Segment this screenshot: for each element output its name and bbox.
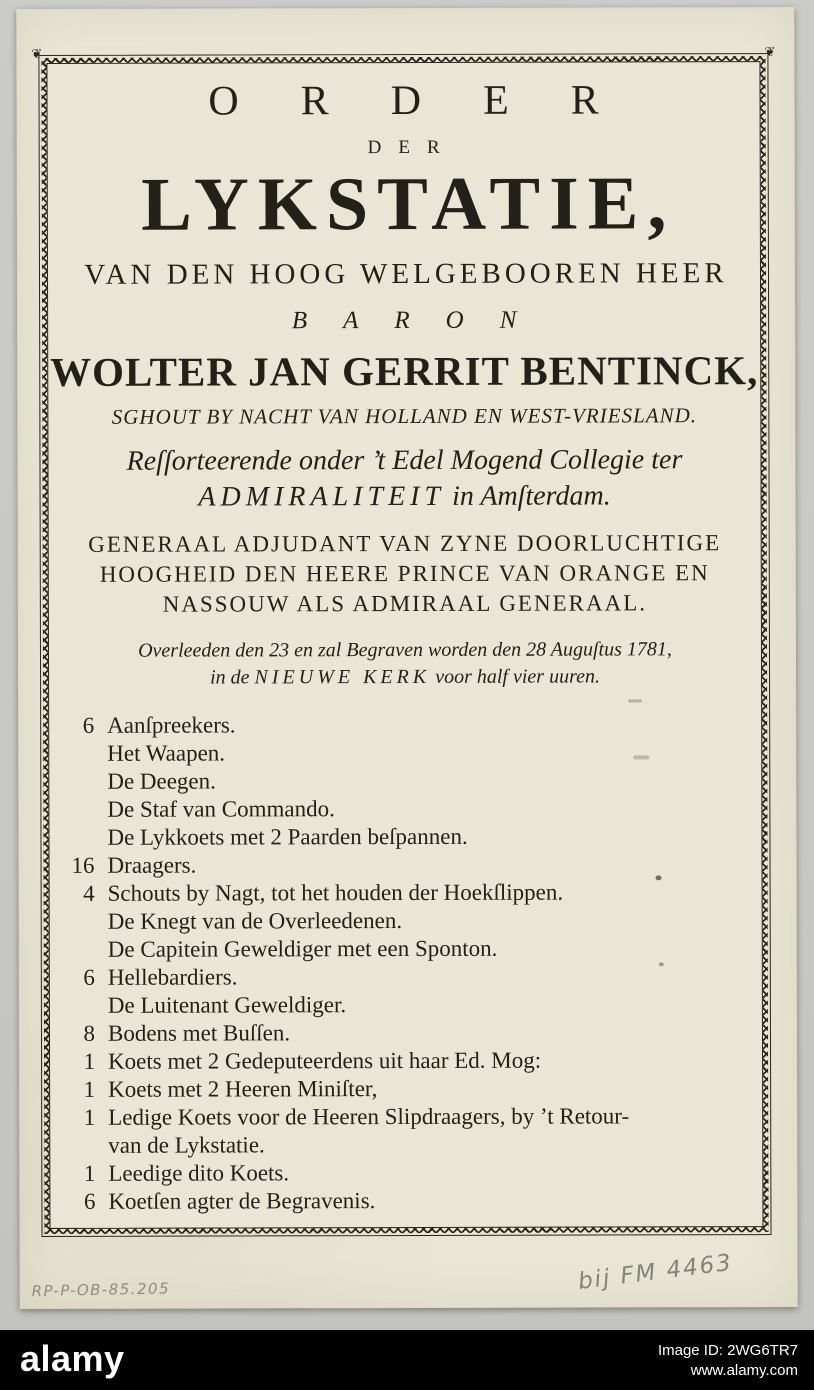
list-item-count: 1	[83, 1160, 96, 1186]
list-item-text: Schouts by Nagt, tot het houden der Hoekſlippen.	[107, 879, 564, 906]
generaal-line1: GENERAAL ADJUDANT VAN ZYNE DOORLUCHTIGE	[88, 530, 722, 557]
list-item	[70, 990, 762, 1020]
list-item	[70, 906, 762, 936]
admiraliteit-caps: ADMIRALITEIT	[198, 480, 446, 513]
list-item-text: Hellebardiers.	[107, 964, 238, 990]
list-item-count: 8	[83, 1020, 96, 1046]
deceased-name	[48, 346, 760, 396]
list-item	[70, 962, 762, 992]
paper-speck	[656, 875, 662, 880]
list-item-count	[69, 768, 107, 796]
list-item-count	[70, 1132, 108, 1160]
paper-smudge	[628, 699, 642, 702]
title-order-text: ORDER	[208, 77, 661, 125]
list-item-count	[69, 824, 107, 852]
list-item	[70, 878, 762, 908]
list-item-text: Koets met 2 Gedeputeerdens uit haar Ed. Mog:	[108, 1047, 542, 1074]
line-schout-by-nacht: SGHOUT BY NACHT VAN HOLLAND EN WEST-VRIESLAND.	[111, 403, 698, 429]
catalog-number-annotation: bij FM 4463	[576, 1249, 735, 1295]
list-item-count: 6	[83, 1188, 96, 1214]
list-item-count: 6	[82, 712, 95, 738]
line-generaal-adjudant	[49, 528, 761, 620]
list-item-text: Bodens met Buſſen.	[107, 1020, 291, 1046]
line-ressorteerende	[48, 442, 760, 516]
ressort-line2-rest: in Amſterdam.	[445, 480, 611, 512]
list-item-text: Leedige dito Koets.	[108, 1160, 290, 1186]
line-baron-text: BARON	[291, 306, 553, 335]
list-item-text: Aanſpreekers.	[107, 712, 236, 738]
list-item-count: 4	[83, 880, 95, 906]
deceased-name-text: WOLTER JAN GERRIT BENTINCK,	[50, 347, 759, 395]
list-item-text: De Lykkoets met 2 Paarden beſpannen.	[107, 823, 468, 850]
list-item	[70, 1158, 762, 1188]
title-der	[48, 136, 760, 160]
line-overleden-datum	[49, 636, 761, 692]
list-item	[70, 1018, 762, 1048]
list-item-count: 6	[83, 964, 95, 990]
generaal-line2: HOOGHEID DEN HEERE PRINCE VAN ORANGE EN	[99, 560, 710, 587]
list-item	[70, 1102, 762, 1132]
nieuwe-kerk-caps: NIEUWE KERK	[254, 665, 431, 689]
alamy-logo: alamy	[20, 1338, 125, 1379]
paper-smudge	[633, 755, 649, 759]
decorative-border	[31, 44, 776, 1237]
list-item-count: 1	[83, 1076, 96, 1102]
list-item	[69, 738, 761, 768]
list-item-count	[69, 796, 107, 824]
title-lykstatie	[48, 160, 760, 249]
list-item-count	[70, 908, 108, 936]
image-id-label: Image ID: 2WG6TR7	[657, 1342, 798, 1359]
title-order	[47, 76, 759, 126]
corner-ornament-icon: ❦	[31, 45, 43, 61]
list-item	[69, 822, 761, 852]
list-item-count	[70, 936, 108, 964]
document-content	[31, 44, 776, 1229]
line-welgebooren-heer-text: VAN DEN HOOG WELGEBOOREN HEER	[84, 257, 728, 291]
footer-info	[658, 1341, 798, 1381]
list-item-text: De Knegt van de Overleedenen.	[107, 908, 403, 934]
inventory-number-annotation: RP-P-OB-85.205	[31, 1279, 171, 1301]
document-paper	[16, 7, 797, 1309]
list-item-text: De Staf van Commando.	[107, 796, 335, 822]
corner-ornament-icon: ❦	[764, 44, 776, 60]
line-baron	[48, 306, 760, 336]
list-item-count	[70, 992, 108, 1020]
list-item-count: 1	[83, 1048, 96, 1074]
border-chain-pattern	[31, 44, 776, 1234]
overleden-line2-post: voor half vier uuren.	[430, 665, 601, 688]
list-item	[70, 934, 762, 964]
list-item-count	[69, 740, 107, 768]
list-item-text: Koetſen agter de Begravenis.	[108, 1188, 376, 1214]
list-item-text: Het Waapen.	[107, 740, 226, 766]
list-item-count: 1	[83, 1104, 96, 1130]
list-item	[69, 794, 761, 824]
overleden-line2-pre: in de	[210, 666, 255, 689]
title-lykstatie-text: LYKSTATIE,	[141, 161, 676, 247]
list-item-text: De Luitenant Geweldiger.	[107, 992, 347, 1018]
list-item	[69, 710, 761, 740]
list-item-text: van de Lykstatie.	[108, 1132, 265, 1158]
footer-url: www.alamy.com	[690, 1362, 798, 1379]
paper-speck	[659, 962, 664, 966]
list-item	[70, 1074, 762, 1104]
alamy-watermark-bar	[0, 1330, 814, 1390]
list-item	[70, 1186, 762, 1216]
list-item	[69, 766, 761, 796]
list-item-text: De Capitein Geweldiger met een Sponton.	[107, 935, 498, 962]
title-der-text: DER	[367, 136, 457, 159]
list-item-text: De Deegen.	[107, 768, 216, 794]
list-item-text: Ledige Koets voor de Heeren Slipdraagers, by ’t Retour-	[108, 1103, 630, 1130]
generaal-line3: NASSOUW ALS ADMIRAAL GENERAAL.	[162, 590, 648, 617]
ressort-line1: Reſſorteerende onder ’t Edel Mogend Collegie ter	[126, 444, 683, 477]
list-item-count: 16	[71, 852, 95, 878]
list-item	[70, 1046, 762, 1076]
list-item-continuation	[70, 1130, 762, 1160]
line-welgebooren-heer	[48, 257, 760, 292]
list-item-text: Koets met 2 Heeren Miniſter,	[108, 1076, 378, 1102]
list-item-text: Draagers.	[107, 852, 197, 878]
overleden-line1: Overleeden den 23 en zal Begraven worden den 28 Auguſtus 1781,	[138, 638, 672, 662]
